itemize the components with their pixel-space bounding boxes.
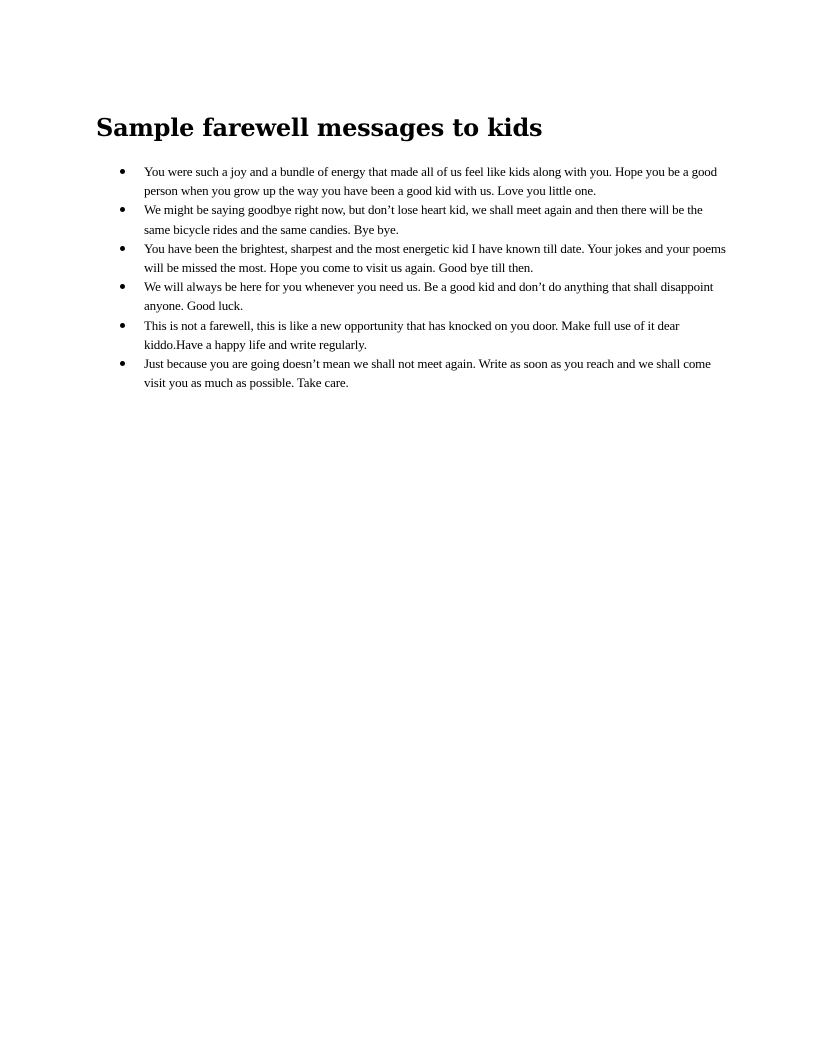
bullet-icon [120,361,125,366]
list-item [120,239,730,277]
list-item [120,277,730,315]
bullet-icon [120,169,125,174]
farewell-message-list [120,162,730,392]
message-text: You have been the brightest, sharpest and the most energetic kid I have known till date. Your jokes and your poems will be missed the most. Hope you come to visit us again. Good bye till then. [144,240,726,276]
message-text: We will always be here for you whenever you need us. Be a good kid and don’t do anything that shall disappoint anyone. Good luck. [144,279,714,314]
document-title: Sample farewell messages to kids [96,113,543,142]
message-text: You were such a joy and a bundle of energy that made all of us feel like kids along with you. Hope you be a good person when you grow up the way you have been a good kid with us. Love you little one. [144,164,718,199]
bullet-icon [120,207,125,212]
message-text: Just because you are going doesn’t mean we shall not meet again. Write as soon as you reach and we shall come visit you as much as possible. Take care. [144,356,711,391]
list-item [120,316,730,354]
list-item [120,200,730,238]
message-text: We might be saying goodbye right now, but don’t lose heart kid, we shall meet again and then there will be the same bicycle rides and the same candies. Bye bye. [144,202,703,237]
message-text: This is not a farewell, this is like a new opportunity that has knocked on you door. Make full use of it dear kiddo.Have a happy life and write regularly. [144,317,680,352]
bullet-icon [120,323,125,328]
bullet-icon [120,246,125,251]
list-item [120,162,730,200]
bullet-icon [120,284,125,289]
list-item [120,354,730,392]
